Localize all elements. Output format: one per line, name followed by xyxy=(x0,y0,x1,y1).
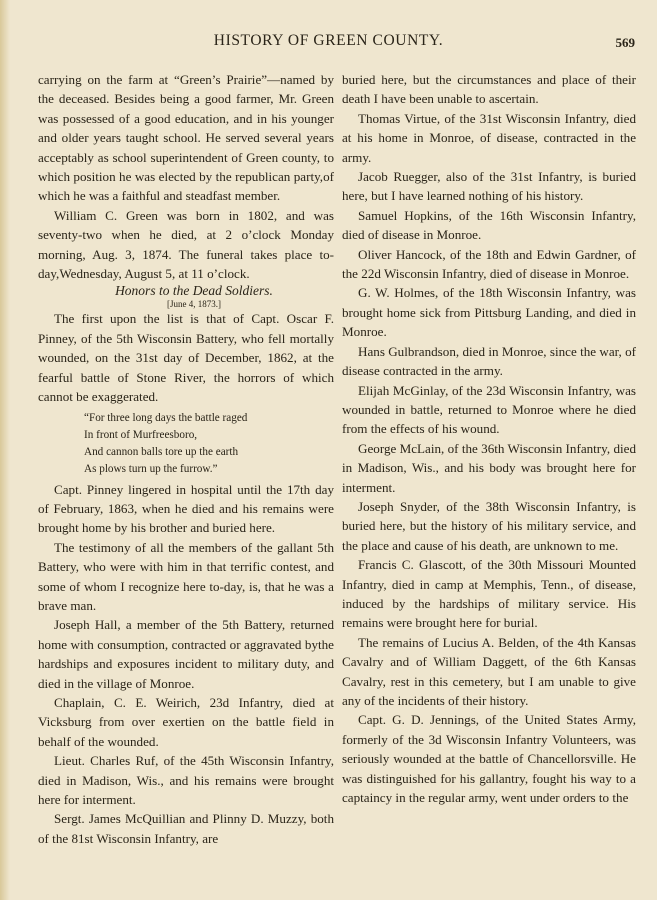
paragraph: Francis C. Glascott, of the 30th Missouri Mounted Infantry, died in camp at Memphis, Tenn., of disease, induced by the hardships of military service. His remains were brought here for burial. xyxy=(342,557,636,631)
verse-line: “For three long days the battle raged xyxy=(84,411,248,424)
section-date: [June 4, 1873.] xyxy=(167,299,221,310)
paragraph: Oliver Hancock, of the 18th and Edwin Gardner, of the 22d Wisconsin Infantry, died of disease in Monroe. xyxy=(342,246,636,282)
paragraph: Jacob Ruegger, also of the 31st Infantry, is buried here, but I have learned nothing of his history. xyxy=(342,169,636,204)
verse-line: As plows turn up the furrow.” xyxy=(84,462,218,475)
paragraph: The remains of Lucius A. Belden, of the 4th Kansas Cavalry and of William Daggett, of the 6th Kansas Cavalry, rest in this cemetery, but I am unable to give any of the incidents of their history. xyxy=(342,634,636,708)
paragraph: The testimony of all the members of the gallant 5th Battery, who were with him in that terrific contest, and some of whom I recognize here to-day, is, that he was a brave man. xyxy=(38,539,334,613)
page-header xyxy=(0,32,657,54)
paragraph: Capt. Pinney lingered in hospital until the 17th day of February, 1863, when he died and his remains were brought home by his brother and buried here. xyxy=(38,481,334,536)
paragraph: The first upon the list is that of Capt. Oscar F. Pinney, of the 5th Wisconsin Battery, who fell mortally wounded, on the 31st day of December, 1862, at the fearful battle of Stone River, the horrors of which cannot be exaggerated. xyxy=(38,311,334,405)
paragraph: carrying on the farm at “Green’s Prairie”—named by the deceased. Besides being a good farmer, Mr. Green was possessed of a good education, and in his younger and older years taught school. He served several years acceptably as school superintendent of Green county, to which position he was elected by the republican party,of which he was a faithful and steadfast member. xyxy=(38,72,334,204)
paragraph: George McLain, of the 36th Wisconsin Infantry, died in Madison, Wis., and his body was brought here for interment. xyxy=(342,440,636,495)
paragraph: Sergt. James McQuillian and Plinny D. Muzzy, both of the 81st Wisconsin Infantry, are xyxy=(38,811,334,846)
paragraph: G. W. Holmes, of the 18th Wisconsin Infantry, was brought home sick from Pittsburg Landing, and died in Monroe. xyxy=(342,285,636,340)
left-column xyxy=(38,70,334,848)
paragraph: Samuel Hopkins, of the 16th Wisconsin Infantry, died of disease in Monroe. xyxy=(342,207,636,243)
page-number: 569 xyxy=(615,35,635,50)
page-edge-shadow xyxy=(0,0,10,900)
verse-line: And cannon balls tore up the earth xyxy=(84,445,239,458)
paragraph: William C. Green was born in 1802, and was seventy-two when he died, at 2 o’clock Monday morning, Aug. 3, 1874. The funeral takes place to-day,Wednesday, August 5, at 11 o’clock. xyxy=(38,207,334,282)
verse-line: In front of Murfreesboro, xyxy=(84,428,198,441)
running-title: HISTORY OF GREEN COUNTY. xyxy=(213,32,444,49)
right-column xyxy=(342,70,636,807)
section-heading: Honors to the Dead Soldiers. xyxy=(115,283,273,299)
paragraph: Capt. G. D. Jennings, of the United States Army, formerly of the 3d Wisconsin Infantry Volunteers, was seriously wounded at the battle of Chancellorsville. He was distinguished for his gallantry, fought his way to a captaincy in the regular army, went under orders to the xyxy=(342,712,636,806)
paragraph: Chaplain, C. E. Weirich, 23d Infantry, died at Vicksburg from over exertien on the battle field in behalf of the wounded. xyxy=(38,694,334,749)
paragraph: Joseph Snyder, of the 38th Wisconsin Infantry, is buried here, but the history of his military service, and the place and cause of his death, are unknown to me. xyxy=(342,498,636,553)
paragraph: Thomas Virtue, of the 31st Wisconsin Infantry, died at his home in Monroe, of disease, contracted in the army. xyxy=(342,110,636,165)
paragraph: Lieut. Charles Ruf, of the 45th Wisconsin Infantry, died in Madison, Wis., and his remains were brought here for interment. xyxy=(38,753,334,807)
verse-quote xyxy=(84,410,334,478)
paragraph: Hans Gulbrandson, died in Monroe, since the war, of disease contracted in the army. xyxy=(342,343,636,379)
paragraph: buried here, but the circumstances and place of their death I have been unable to ascertain. xyxy=(342,72,636,107)
paragraph: Joseph Hall, a member of the 5th Battery, returned home with consumption, contracted or aggravated bythe hardships and exposures incident to military duty, and died in the village of Monroe. xyxy=(38,617,334,691)
paragraph: Elijah McGinlay, of the 23d Wisconsin Infantry, was wounded in battle, returned to Monroe where he died from the effects of his wound. xyxy=(342,382,636,437)
